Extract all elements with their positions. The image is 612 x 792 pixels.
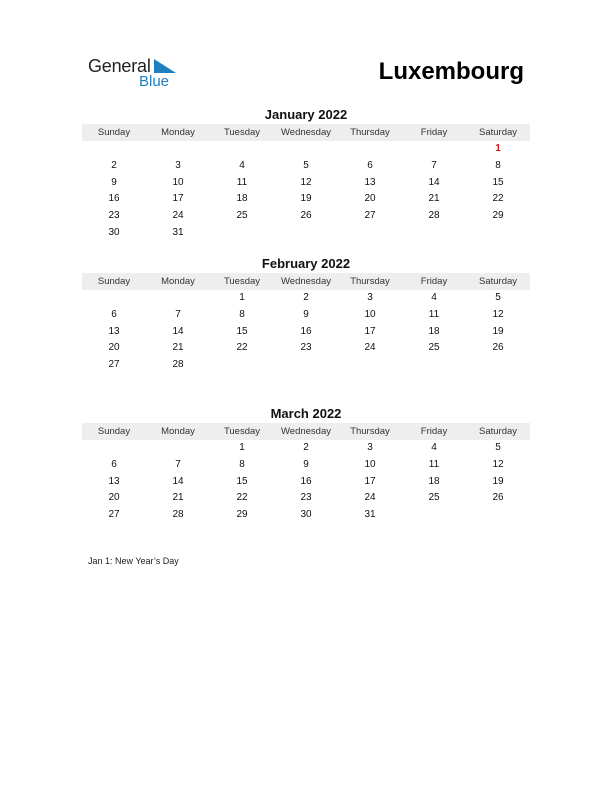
day-cell: 19 bbox=[492, 475, 504, 487]
day-cell: 24 bbox=[364, 342, 376, 354]
holiday-notes bbox=[88, 556, 179, 566]
month-title: January 2022 bbox=[264, 107, 348, 122]
day-cell: 4 bbox=[239, 159, 245, 171]
empty-day-cell bbox=[338, 141, 402, 158]
day-cell: 24 bbox=[172, 210, 184, 222]
day-cell: 2 bbox=[303, 292, 309, 303]
month-february bbox=[82, 255, 530, 374]
day-cell: 9 bbox=[111, 176, 117, 188]
day-cell: 8 bbox=[239, 458, 245, 470]
day-cell: 8 bbox=[495, 159, 501, 171]
day-cell: 15 bbox=[236, 325, 248, 337]
day-cell: 16 bbox=[108, 193, 120, 205]
day-cell: 15 bbox=[236, 475, 248, 487]
day-cell: 6 bbox=[111, 458, 117, 470]
weekday-label: Sunday bbox=[97, 426, 131, 437]
day-cell: 5 bbox=[495, 442, 501, 453]
day-cell: 29 bbox=[492, 210, 504, 222]
country-title: Luxembourg bbox=[378, 58, 524, 85]
weekday-label: Monday bbox=[161, 426, 195, 437]
weekday-label: Thursday bbox=[350, 426, 390, 437]
day-cell: 13 bbox=[108, 325, 120, 337]
day-cell: 15 bbox=[492, 176, 504, 188]
day-cell: 21 bbox=[428, 193, 440, 205]
day-cell: 22 bbox=[492, 193, 504, 205]
day-cell: 11 bbox=[428, 308, 440, 320]
day-cell: 6 bbox=[111, 308, 117, 320]
weekday-label: Wednesday bbox=[281, 426, 331, 437]
day-cell: 17 bbox=[172, 193, 184, 205]
empty-day-cell bbox=[338, 225, 402, 242]
day-cell: 14 bbox=[172, 325, 184, 337]
day-cell: 26 bbox=[300, 210, 312, 222]
empty-day-cell bbox=[274, 225, 338, 242]
day-cell: 5 bbox=[303, 159, 309, 171]
day-cell: 25 bbox=[428, 342, 440, 354]
day-cell: 11 bbox=[236, 176, 248, 188]
day-cell: 20 bbox=[364, 193, 376, 205]
empty-day-cell bbox=[466, 507, 530, 524]
weekday-label: Saturday bbox=[478, 426, 518, 437]
day-cell: 17 bbox=[364, 475, 376, 487]
day-cell: 26 bbox=[492, 492, 504, 504]
day-cell: 20 bbox=[108, 342, 120, 354]
day-cell: 18 bbox=[236, 193, 248, 205]
day-cell: 31 bbox=[364, 509, 376, 521]
weekday-header bbox=[82, 273, 530, 290]
day-cell: 2 bbox=[111, 159, 117, 171]
day-cell: 28 bbox=[172, 359, 184, 371]
day-cell: 9 bbox=[303, 308, 309, 320]
weekday-label: Tuesday bbox=[223, 276, 261, 287]
empty-day-cell bbox=[402, 225, 466, 242]
day-cell: 9 bbox=[303, 458, 309, 470]
day-cell: 24 bbox=[364, 492, 376, 504]
empty-day-cell bbox=[466, 225, 530, 242]
empty-day-cell bbox=[146, 440, 210, 457]
day-cell: 27 bbox=[108, 359, 120, 371]
day-cell: 3 bbox=[367, 292, 373, 303]
day-cell: 27 bbox=[108, 509, 120, 521]
day-grid bbox=[82, 440, 530, 524]
day-cell: 20 bbox=[108, 492, 120, 504]
day-cell: 28 bbox=[172, 509, 184, 521]
day-cell: 3 bbox=[175, 159, 181, 171]
logo-word-general: General bbox=[88, 56, 151, 76]
weekday-label: Wednesday bbox=[281, 276, 331, 287]
day-cell: 25 bbox=[428, 492, 440, 504]
weekday-label: Wednesday bbox=[281, 127, 331, 138]
day-cell: 1 bbox=[239, 292, 245, 303]
month-title: March 2022 bbox=[270, 406, 342, 421]
day-cell: 8 bbox=[239, 308, 245, 320]
day-grid bbox=[82, 141, 530, 242]
holiday-note: Jan 1: New Year’s Day bbox=[88, 556, 179, 566]
month-march bbox=[82, 405, 530, 524]
empty-day-cell bbox=[402, 507, 466, 524]
empty-day-cell bbox=[146, 141, 210, 158]
day-cell: 25 bbox=[236, 210, 248, 222]
month-title: February 2022 bbox=[261, 256, 351, 271]
weekday-label: Monday bbox=[161, 276, 195, 287]
day-cell: 21 bbox=[172, 342, 184, 354]
day-cell: 7 bbox=[431, 159, 437, 171]
empty-day-cell bbox=[466, 357, 530, 374]
holiday-day-cell: 1 bbox=[495, 143, 501, 154]
day-cell: 23 bbox=[108, 210, 120, 222]
weekday-label: Monday bbox=[161, 127, 195, 138]
day-cell: 19 bbox=[492, 325, 504, 337]
empty-day-cell bbox=[82, 141, 146, 158]
day-cell: 5 bbox=[495, 292, 501, 303]
empty-day-cell bbox=[146, 290, 210, 307]
empty-day-cell bbox=[338, 357, 402, 374]
day-cell: 30 bbox=[108, 226, 120, 238]
day-cell: 10 bbox=[364, 458, 376, 470]
logo-flag-icon bbox=[154, 59, 176, 73]
day-cell: 10 bbox=[172, 176, 184, 188]
day-cell: 6 bbox=[367, 159, 373, 171]
empty-day-cell bbox=[82, 440, 146, 457]
day-cell: 12 bbox=[300, 176, 312, 188]
day-cell: 18 bbox=[428, 325, 440, 337]
day-cell: 26 bbox=[492, 342, 504, 354]
day-cell: 22 bbox=[236, 342, 248, 354]
month-january bbox=[82, 106, 530, 242]
weekday-label: Saturday bbox=[478, 276, 518, 287]
day-cell: 23 bbox=[300, 492, 312, 504]
weekday-label: Sunday bbox=[97, 276, 131, 287]
day-cell: 4 bbox=[431, 292, 437, 303]
day-cell: 11 bbox=[428, 458, 440, 470]
day-cell: 14 bbox=[172, 475, 184, 487]
day-cell: 13 bbox=[364, 176, 376, 188]
day-cell: 1 bbox=[239, 442, 245, 453]
empty-day-cell bbox=[402, 357, 466, 374]
empty-day-cell bbox=[210, 225, 274, 242]
day-cell: 19 bbox=[300, 193, 312, 205]
day-cell: 16 bbox=[300, 325, 312, 337]
empty-day-cell bbox=[402, 141, 466, 158]
day-cell: 17 bbox=[364, 325, 376, 337]
day-cell: 2 bbox=[303, 442, 309, 453]
day-cell: 13 bbox=[108, 475, 120, 487]
weekday-label: Thursday bbox=[350, 127, 390, 138]
weekday-label: Friday bbox=[420, 426, 448, 437]
day-cell: 14 bbox=[428, 176, 440, 188]
day-cell: 21 bbox=[172, 492, 184, 504]
day-cell: 28 bbox=[428, 210, 440, 222]
day-cell: 4 bbox=[431, 442, 437, 453]
logo bbox=[88, 56, 188, 90]
day-cell: 12 bbox=[492, 458, 504, 470]
day-grid bbox=[82, 290, 530, 374]
day-cell: 3 bbox=[367, 442, 373, 453]
weekday-header bbox=[82, 423, 530, 440]
day-cell: 31 bbox=[172, 226, 184, 238]
empty-day-cell bbox=[82, 290, 146, 307]
day-cell: 7 bbox=[175, 458, 181, 470]
weekday-header bbox=[82, 124, 530, 141]
day-cell: 18 bbox=[428, 475, 440, 487]
empty-day-cell bbox=[210, 141, 274, 158]
weekday-label: Sunday bbox=[97, 127, 131, 138]
weekday-label: Saturday bbox=[478, 127, 518, 138]
day-cell: 27 bbox=[364, 210, 376, 222]
weekday-label: Friday bbox=[420, 127, 448, 138]
day-cell: 29 bbox=[236, 509, 248, 521]
day-cell: 16 bbox=[300, 475, 312, 487]
weekday-label: Tuesday bbox=[223, 426, 261, 437]
empty-day-cell bbox=[274, 357, 338, 374]
weekday-label: Thursday bbox=[350, 276, 390, 287]
day-cell: 23 bbox=[300, 342, 312, 354]
day-cell: 10 bbox=[364, 308, 376, 320]
logo-word-blue: Blue bbox=[139, 73, 170, 90]
day-cell: 30 bbox=[300, 509, 312, 521]
day-cell: 22 bbox=[236, 492, 248, 504]
day-cell: 7 bbox=[175, 308, 181, 320]
day-cell: 12 bbox=[492, 308, 504, 320]
empty-day-cell bbox=[274, 141, 338, 158]
weekday-label: Friday bbox=[420, 276, 448, 287]
empty-day-cell bbox=[210, 357, 274, 374]
weekday-label: Tuesday bbox=[223, 127, 261, 138]
